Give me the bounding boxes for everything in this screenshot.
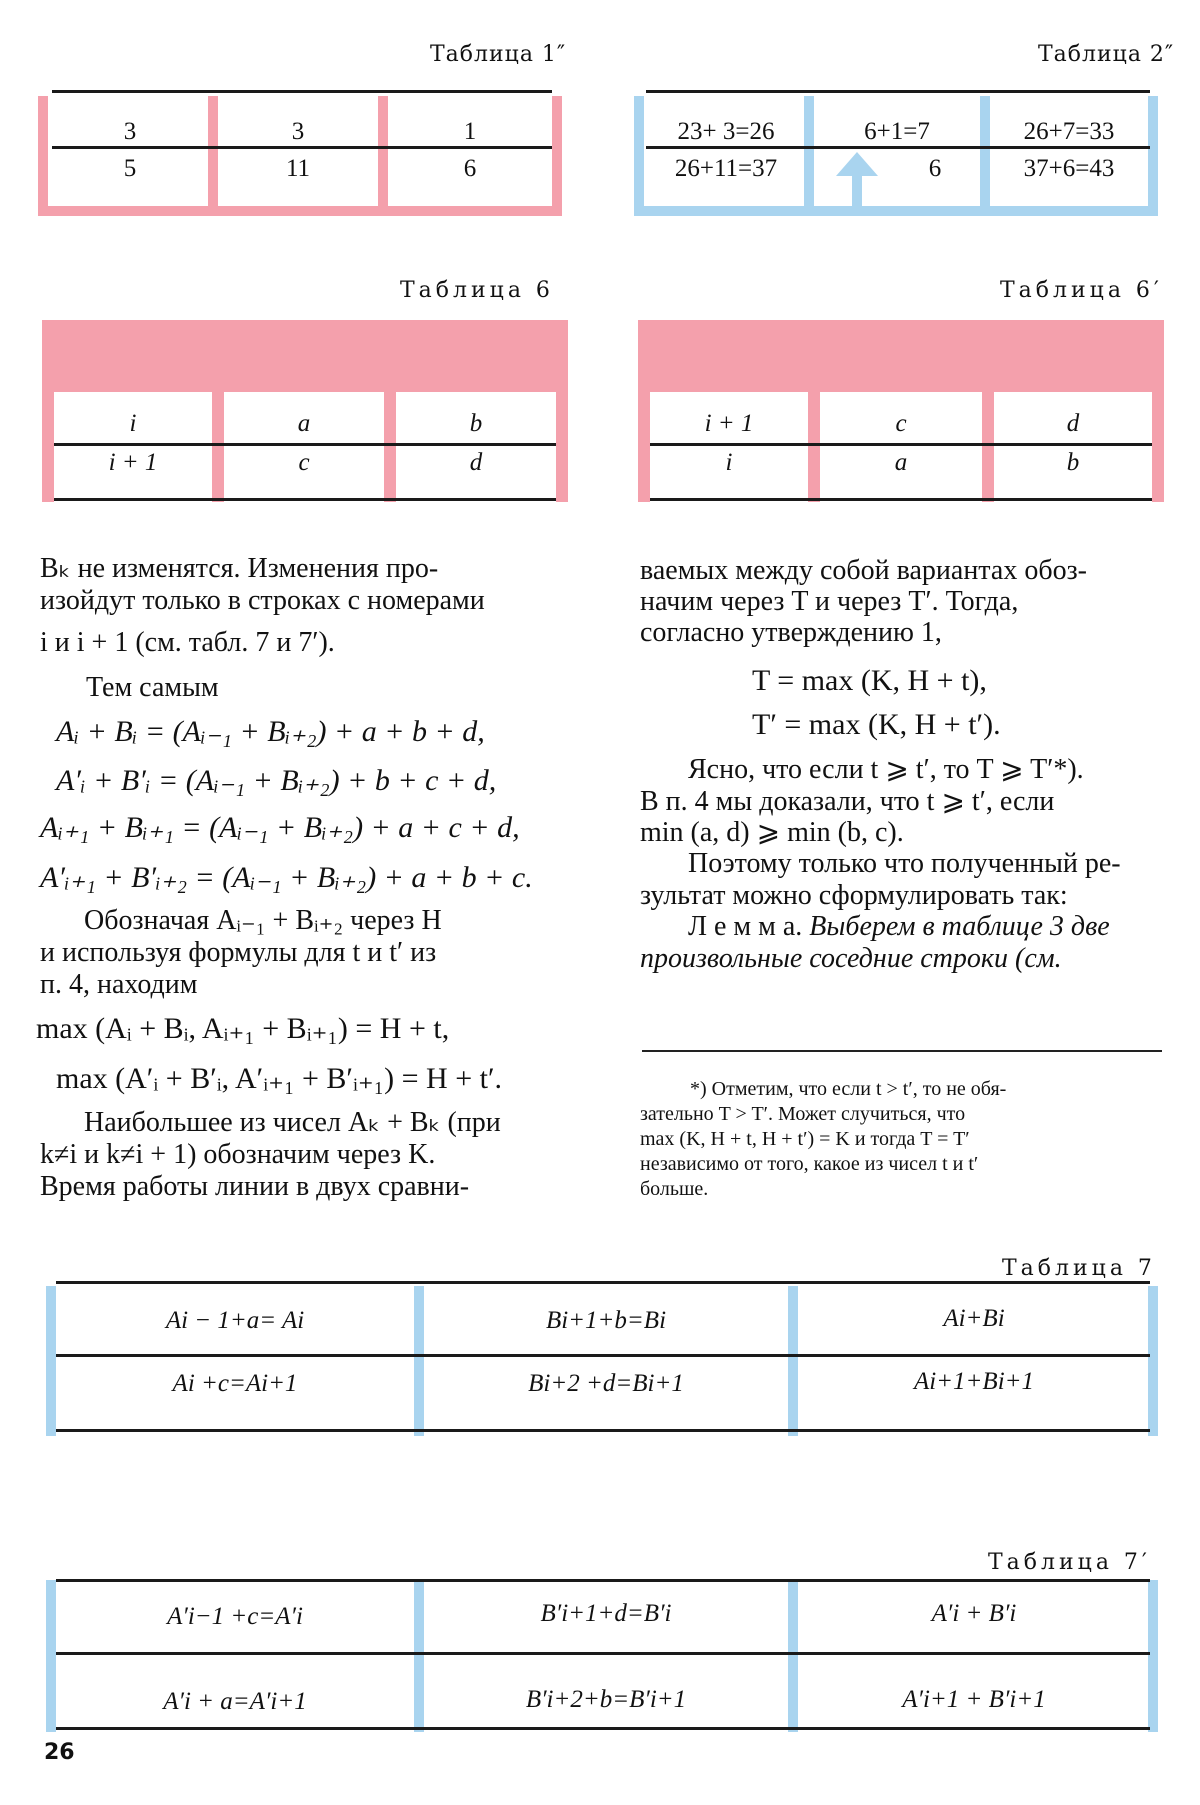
right-line-4: Ясно, что если t ⩾ t′, то T ⩾ T′*). xyxy=(688,754,1084,785)
table2pp-caption: Таблица 2″ xyxy=(1038,42,1175,67)
footnote-line-3: max (K, H + t, H + t′) = K и тогда T = T′ xyxy=(640,1128,970,1150)
footnote-line-5: больше. xyxy=(640,1178,709,1200)
arrow-head-icon xyxy=(836,152,878,176)
t2-r1c2: 6+1=7 xyxy=(864,118,930,145)
left-eq-6: max (A′ᵢ + B′ᵢ, A′ᵢ₊₁ + B′ᵢ₊₁) = H + t′. xyxy=(56,1062,503,1095)
t2-r1c3: 26+7=33 xyxy=(1023,118,1115,145)
t6p-r1c3: d xyxy=(1066,410,1080,437)
left-eq-3: Aᵢ₊₁ + Bᵢ₊₁ = (Aᵢ₋₁ + Bᵢ₊₂) + a + c + d, xyxy=(40,811,520,844)
right-line-7: Поэтому только что полученный ре- xyxy=(688,848,1121,879)
t2-r2c1: 26+11=37 xyxy=(674,155,778,182)
left-eq-4: A′ᵢ₊₁ + B′ᵢ₊₂ = (Aᵢ₋₁ + Bᵢ₊₂) + a + b + c. xyxy=(40,861,533,894)
t6-r1c3: b xyxy=(469,410,483,437)
t1-r2c1: 5 xyxy=(123,155,137,182)
t1-r1c1: 3 xyxy=(123,118,137,145)
right-line-6: min (a, d) ⩾ min (b, c). xyxy=(640,817,904,848)
t7p-r2c1: A′i + a=A′i+1 xyxy=(163,1688,307,1715)
t7p-r1c3: A′i + B′i xyxy=(931,1600,1017,1627)
t6p-r2c2: a xyxy=(894,449,908,476)
t6p-r2c1: i xyxy=(725,449,733,476)
t7-r2c2: Bi+2 +d=Bi+1 xyxy=(528,1370,684,1397)
left-line-3: i и i + 1 (см. табл. 7 и 7′). xyxy=(40,627,335,658)
footnote-rule xyxy=(642,1050,1162,1052)
t6p-r1c1: i + 1 xyxy=(704,410,754,437)
t2-r2c2: 6 xyxy=(928,155,942,182)
t2-r1c1: 23+ 3=26 xyxy=(677,118,775,145)
right-line-10: произвольные соседние строки (см. xyxy=(640,943,1062,974)
t6-r1c1: i xyxy=(129,410,137,437)
table6p-caption: Таблица 6′ xyxy=(1000,278,1163,303)
t1-r2c3: 6 xyxy=(463,155,477,182)
t6p-r1c2: c xyxy=(895,410,907,437)
t6-r2c1: i + 1 xyxy=(108,449,158,476)
left-line-5: Обозначая Aᵢ₋₁ + Bᵢ₊₂ через H xyxy=(84,905,442,936)
lemma-label: Л е м м а. xyxy=(688,911,803,942)
t6p-r2c3: b xyxy=(1066,449,1080,476)
t1-r1c2: 3 xyxy=(291,118,305,145)
left-line-10: Время работы линии в двух сравни- xyxy=(40,1171,470,1202)
t7p-r1c1: A′i−1 +c=A′i xyxy=(167,1603,303,1630)
table7p-caption: Таблица 7′ xyxy=(988,1550,1151,1575)
t1-r2c2: 11 xyxy=(285,155,311,182)
t7-r1c1: Ai − 1+a= Ai xyxy=(165,1307,305,1334)
t7p-r2c3: A′i+1 + B′i+1 xyxy=(902,1686,1046,1713)
t7-r2c1: Ai +c=Ai+1 xyxy=(172,1370,298,1397)
t6-r2c3: d xyxy=(469,449,483,476)
right-line-3: согласно утверждению 1, xyxy=(640,617,942,648)
right-line-1: ваемых между собой вариантах обоз- xyxy=(640,555,1087,586)
footnote-line-4: независимо от того, какое из чисел t и t′ xyxy=(640,1153,979,1175)
left-eq-5: max (Aᵢ + Bᵢ, Aᵢ₊₁ + Bᵢ₊₁) = H + t, xyxy=(36,1012,450,1045)
table7-caption: Таблица 7 xyxy=(1002,1256,1156,1281)
right-line-9 xyxy=(688,911,1110,943)
t6-r1c2: a xyxy=(297,410,311,437)
left-line-1: Bₖ не изменятся. Изменения про- xyxy=(40,553,439,584)
left-line-7: п. 4, находим xyxy=(40,969,198,1000)
t2-r2c3: 37+6=43 xyxy=(1023,155,1115,182)
right-line-8: зультат можно сформулировать так: xyxy=(640,880,1068,911)
left-line-8: Наибольшее из чисел Aₖ + Bₖ (при xyxy=(84,1107,501,1138)
t7-r1c2: Bi+1+b=Bi xyxy=(545,1307,667,1334)
t7p-r1c2: B′i+1+d=B′i xyxy=(540,1600,672,1627)
page-number: 26 xyxy=(44,1740,75,1765)
left-eq-2: A′ᵢ + B′ᵢ = (Aᵢ₋₁ + Bᵢ₊₂) + b + c + d, xyxy=(56,764,497,797)
right-eq-1: T = max (K, H + t), xyxy=(752,664,987,697)
t7p-r2c2: B′i+2+b=B′i+1 xyxy=(525,1686,687,1713)
table1pp-caption: Таблица 1″ xyxy=(430,42,567,67)
right-line-2: начим через T и через T′. Тогда, xyxy=(640,586,1019,617)
lemma-text: Выберем в таблице 3 две xyxy=(802,911,1110,942)
right-eq-2: T′ = max (K, H + t′). xyxy=(752,708,1001,741)
t6-r2c2: c xyxy=(298,449,310,476)
footnote-line-2: зательно T > T′. Может случиться, что xyxy=(640,1103,966,1125)
footnote-line-1: *) Отметим, что если t > t′, то не обя- xyxy=(690,1078,1007,1100)
left-line-9: k≠i и k≠i + 1) обозначим через K. xyxy=(40,1139,436,1170)
left-line-2: изойдут только в строках с номерами xyxy=(40,585,485,616)
t7-r1c3: Ai+Bi xyxy=(943,1305,1005,1332)
right-line-5: В п. 4 мы доказали, что t ⩾ t′, если xyxy=(640,786,1055,817)
left-eq-1: Aᵢ + Bᵢ = (Aᵢ₋₁ + Bᵢ₊₂) + a + b + d, xyxy=(56,715,485,748)
t1-r1c3: 1 xyxy=(463,118,477,145)
table6-caption: Таблица 6 xyxy=(400,278,554,303)
left-line-4: Тем самым xyxy=(86,672,219,703)
left-line-6: и используя формулы для t и t′ из xyxy=(40,937,437,968)
t7-r2c3: Ai+1+Bi+1 xyxy=(913,1368,1035,1395)
